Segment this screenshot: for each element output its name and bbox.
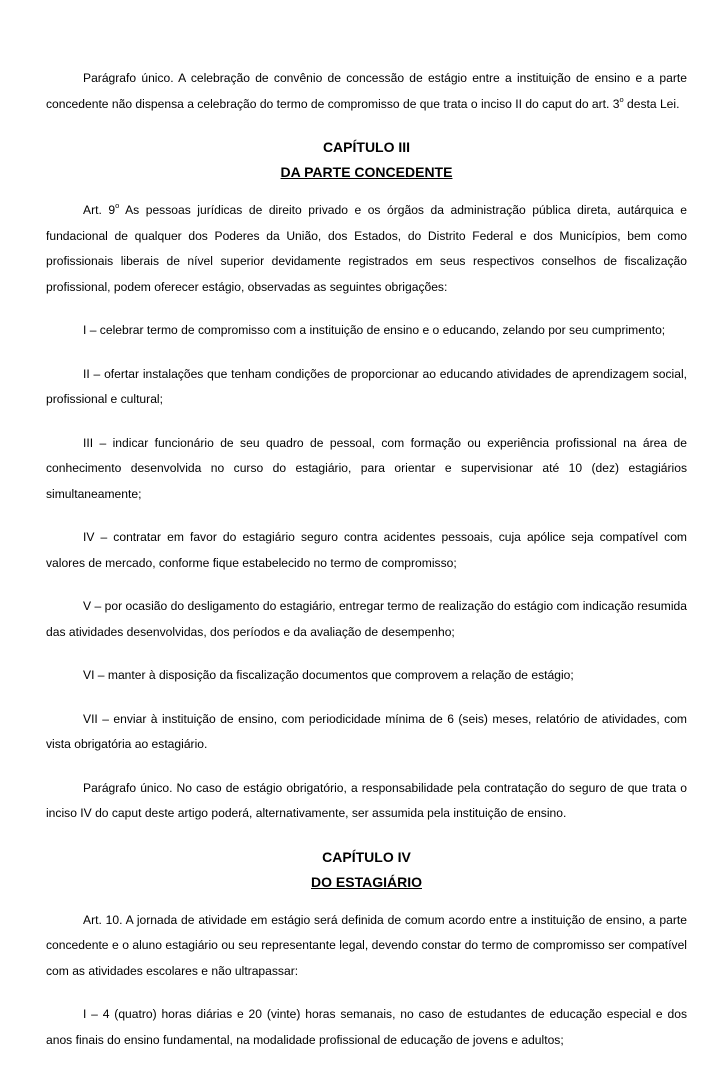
article-9-item-6: VI – manter à disposição da fiscalização documentos que comprovem a relação de estágio; — [83, 668, 574, 682]
article-9 — [46, 198, 687, 300]
superscript: o — [619, 94, 624, 104]
paragraph-text-end: desta Lei. — [623, 96, 680, 111]
article-text: As pessoas jurídicas de direito privado e os órgãos da administração pública direta, autárquica e fundacional de qualquer dos Poderes da União, dos Estados, do Distrito Federal e dos Municípios, bem como profissionais liberais de nível superior devidamente registrados em seus respectivos conselhos de fiscalização profissional, podem oferecer estágio, observadas as seguintes obrigações: — [46, 203, 687, 294]
chapter-subtitle: DO ESTAGIÁRIO — [311, 873, 422, 890]
article-10: Art. 10. A jornada de atividade em estágio será definida de comum acordo entre a instituição de ensino, a parte concedente e o aluno estagiário ou seu representante legal, devendo constar do termo de compromisso ser compatível com as atividades escolares e não ultrapassar: — [46, 912, 687, 978]
chapter-title: CAPÍTULO III — [322, 139, 411, 155]
article-9-paragraph-unico: Parágrafo único. No caso de estágio obrigatório, a responsabilidade pela contratação do seguro de que trata o inciso IV do caput deste artigo poderá, alternativamente, ser assumida pela instituição de ensino. — [46, 780, 687, 820]
paragraph-unico-convenio — [46, 66, 687, 117]
superscript: o — [115, 201, 120, 210]
article-9-item-5: V – por ocasião do desligamento do estagiário, entregar termo de realização do estágio com indicação resumida das atividades desenvolvidas, dos períodos e da avaliação de desempenho; — [46, 599, 687, 639]
chapter-title: CAPÍTULO IV — [322, 848, 411, 865]
document-page — [46, 66, 687, 1071]
article-9-item-2: II – ofertar instalações que tenham condições de proporcionar ao educando atividades de aprendizagem social, profissional e cultural; — [46, 366, 687, 406]
paragraph-text: Parágrafo único. A celebração de convênio de concessão de estágio entre a instituição de ensino e a parte concedente não dispensa a celebração do termo de compromisso de que trata o inciso II do caput do art. 3 — [46, 71, 687, 111]
article-9-item-1: I – celebrar termo de compromisso com a instituição de ensino e o educando, zelando por seu cumprimento; — [83, 323, 666, 337]
article-9-item-7: VII – enviar à instituição de ensino, com periodicidade mínima de 6 (seis) meses, relatório de atividades, com vista obrigatória ao estagiário. — [46, 711, 687, 751]
chapter-subtitle: DA PARTE CONCEDENTE — [280, 164, 453, 180]
article-9-item-4: IV – contratar em favor do estagiário seguro contra acidentes pessoais, cuja apólice seja compatível com valores de mercado, conforme fique estabelecido no termo de compromisso; — [46, 530, 687, 570]
article-9-item-3: III – indicar funcionário de seu quadro de pessoal, com formação ou experiência profissional na área de conhecimento desenvolvida no curso do estagiário, para orientar e supervisionar até 10 (dez) estagiários simultaneamente; — [46, 435, 687, 501]
article-10-item-1: I – 4 (quatro) horas diárias e 20 (vinte) horas semanais, no caso de estudantes de educação especial e dos anos finais do ensino fundamental, na modalidade profissional de educação de jovens e adultos; — [46, 1007, 687, 1047]
article-number: Art. 9 — [83, 203, 116, 217]
chapter-heading-4 — [46, 845, 687, 895]
chapter-heading-3 — [46, 135, 687, 185]
